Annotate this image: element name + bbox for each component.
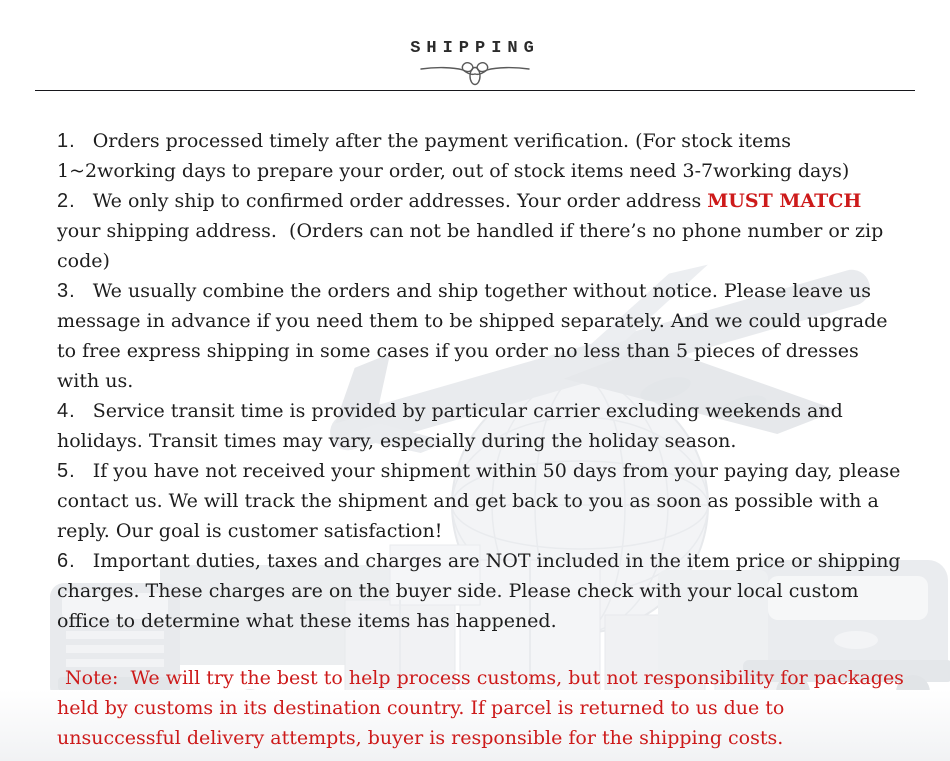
policy-number: 5. xyxy=(57,460,76,482)
policy-item-1 xyxy=(57,126,905,186)
policy-number: 2. xyxy=(57,190,76,212)
policy-item-4 xyxy=(57,396,905,456)
policy-number: 1. xyxy=(57,130,76,152)
policy-text: your shipping address. (Orders can not be handled if there’s no phone number or zip code) xyxy=(57,190,890,272)
policy-text: Important duties, taxes and charges are NOT included in the item price or shipping charges. These charges are on the buyer side. Please check with your local custom office to determine what these items has happened. xyxy=(57,550,907,632)
policy-text: We only ship to confirmed order addresses. Your order address xyxy=(92,190,708,212)
policy-text: We usually combine the orders and ship together without notice. Please leave us message in advance if you need them to be shipped separately. And we could upgrade to free express shipping in some cases if you order no less than 5 pieces of dresses with us. xyxy=(57,280,894,392)
policy-item-3 xyxy=(57,276,905,396)
policy-item-6 xyxy=(57,546,905,636)
policy-list xyxy=(57,126,910,753)
note-text: We will try the best to help process customs, but not responsibility for packages held by customs in its destination country. If parcel is returned to us due to unsuccessful delivery attempts, buyer is responsible for the shipping costs. xyxy=(57,667,910,749)
policy-text: Service transit time is provided by particular carrier excluding weekends and holidays. Transit times may vary, especially during the holiday season. xyxy=(57,400,849,452)
note-label: Note: xyxy=(65,667,119,689)
policy-number: 4. xyxy=(57,400,76,422)
flourish-divider-icon xyxy=(419,59,531,87)
policy-text: Orders processed timely after the payment verification. (For stock items 1~2working days to prepare your order, out of stock items need 3-7working days) xyxy=(57,130,850,182)
section-title: SHIPPING xyxy=(410,39,540,58)
policy-number: 3. xyxy=(57,280,76,302)
policy-item-5 xyxy=(57,456,905,546)
must-match-highlight: MUST MATCH xyxy=(707,190,862,212)
policy-text: If you have not received your shipment within 50 days from your paying day, please contact us. We will track the shipment and get back to you as soon as possible with a reply. Our goal is customer satisfaction! xyxy=(57,460,907,542)
header-rule xyxy=(35,90,915,91)
customs-note xyxy=(57,663,910,753)
policy-number: 6. xyxy=(57,550,76,572)
section-header xyxy=(0,0,950,91)
policy-item-2 xyxy=(57,186,905,276)
